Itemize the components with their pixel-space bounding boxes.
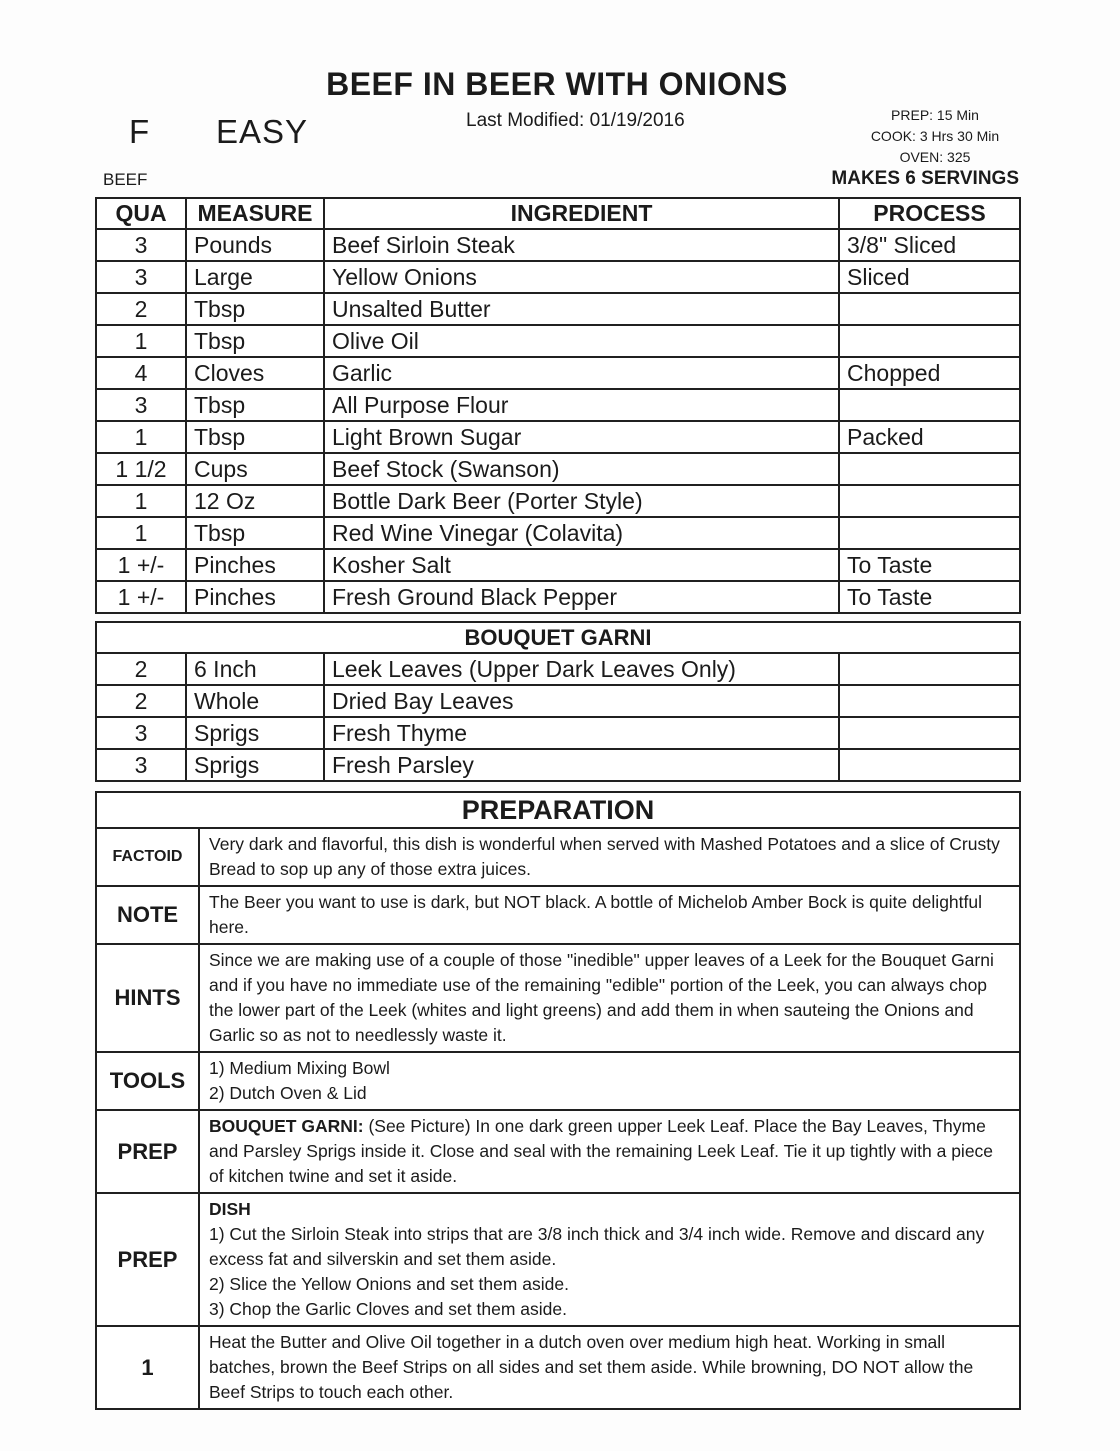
process-cell: [839, 685, 1020, 717]
hints-row: [96, 944, 1020, 1052]
table-row: [96, 357, 1020, 389]
category-label: BEEF: [103, 170, 148, 189]
note-label: NOTE: [96, 886, 199, 944]
note-text: The Beer you want to use is dark, but NOT black. A bottle of Michelob Amber Bock is quite delightful here.: [199, 886, 1020, 944]
qua-cell: 2: [96, 653, 186, 685]
ingredient-cell: Light Brown Sugar: [324, 421, 839, 453]
cook-time: COOK: 3 Hrs 30 Min: [870, 128, 1000, 144]
table-row: [96, 749, 1020, 781]
table-row: [96, 421, 1020, 453]
qua-cell: 1 +/-: [96, 581, 186, 613]
measure-cell: Tbsp: [186, 325, 324, 357]
step-text: Heat the Butter and Olive Oil together in a dutch oven over medium high heat. Working in small batches, brown the Beef Strips on all sides and set them aside. While browning, DO NOT allow the Beef Strips to touch each other.: [199, 1326, 1020, 1409]
measure-cell: 6 Inch: [186, 653, 324, 685]
ingredient-cell: Beef Sirloin Steak: [324, 229, 839, 261]
process-cell: Sliced: [839, 261, 1020, 293]
measure-cell: Pinches: [186, 549, 324, 581]
bouquet-garni-table: [95, 621, 1021, 782]
ingredient-cell: Fresh Thyme: [324, 717, 839, 749]
tools-item: 1) Medium Mixing Bowl: [209, 1058, 390, 1078]
factoid-label: FACTOID: [96, 828, 199, 886]
process-cell: [839, 389, 1020, 421]
page-title: BEEF IN BEER WITH ONIONS: [326, 66, 788, 102]
column-header-ingredient: INGREDIENT: [324, 198, 839, 229]
table-row: [96, 389, 1020, 421]
process-cell: Chopped: [839, 357, 1020, 389]
ingredient-cell: Fresh Parsley: [324, 749, 839, 781]
qua-cell: 1: [96, 517, 186, 549]
measure-cell: Cloves: [186, 357, 324, 389]
process-cell: Packed: [839, 421, 1020, 453]
measure-cell: Cups: [186, 453, 324, 485]
ingredient-cell: All Purpose Flour: [324, 389, 839, 421]
measure-cell: Sprigs: [186, 749, 324, 781]
measure-cell: Tbsp: [186, 421, 324, 453]
prep-label: PREP: [96, 1110, 199, 1193]
table-row: [96, 685, 1020, 717]
qua-cell: 3: [96, 749, 186, 781]
oven-temp: OVEN: 325: [899, 149, 971, 165]
prep-time: PREP: 15 Min: [891, 107, 979, 123]
servings-label: MAKES 6 SERVINGS: [831, 168, 1019, 189]
step-number: 1: [96, 1326, 199, 1409]
process-cell: [839, 485, 1020, 517]
table-row: [96, 485, 1020, 517]
table-row: [96, 293, 1020, 325]
process-cell: To Taste: [839, 549, 1020, 581]
preparation-title: PREPARATION: [96, 792, 1020, 828]
qua-cell: 1 +/-: [96, 549, 186, 581]
column-header-qua: QUA: [96, 198, 186, 229]
measure-cell: Tbsp: [186, 293, 324, 325]
step-row: [96, 1326, 1020, 1409]
tools-text: [199, 1052, 1020, 1110]
tools-item: 2) Dutch Oven & Lid: [209, 1083, 367, 1103]
measure-cell: Large: [186, 261, 324, 293]
qua-cell: 2: [96, 293, 186, 325]
last-modified-date: Last Modified: 01/19/2016: [466, 110, 685, 131]
qua-cell: 1: [96, 421, 186, 453]
ingredient-cell: Kosher Salt: [324, 549, 839, 581]
qua-cell: 3: [96, 261, 186, 293]
ingredient-cell: Bottle Dark Beer (Porter Style): [324, 485, 839, 517]
table-row: [96, 261, 1020, 293]
prep-dish-step: 2) Slice the Yellow Onions and set them aside.: [209, 1274, 569, 1294]
tools-row: [96, 1052, 1020, 1110]
prep-dish-row: [96, 1193, 1020, 1326]
process-cell: [839, 293, 1020, 325]
qua-cell: 2: [96, 685, 186, 717]
process-cell: 3/8" Sliced: [839, 229, 1020, 261]
process-cell: [839, 717, 1020, 749]
hints-text: Since we are making use of a couple of those "inedible" upper leaves of a Leek for the Bouquet Garni and if you have no immediate use of the remaining "edible" portion of the Leek, you can always chop the lower part of the Leek (whites and light greens) and add them in when sauteing the Onions and Garlic so as not to needlessly waste it.: [199, 944, 1020, 1052]
factoid-text: Very dark and flavorful, this dish is wonderful when served with Mashed Potatoes and a slice of Crusty Bread to sop up any of those extra juices.: [199, 828, 1020, 886]
qua-cell: 3: [96, 717, 186, 749]
table-row: [96, 549, 1020, 581]
hints-label: HINTS: [96, 944, 199, 1052]
ingredient-cell: Fresh Ground Black Pepper: [324, 581, 839, 613]
qua-cell: 3: [96, 229, 186, 261]
prep-dish-text: [199, 1193, 1020, 1326]
prep-garni-heading: BOUQUET GARNI:: [209, 1116, 364, 1136]
table-row: [96, 453, 1020, 485]
table-row: [96, 325, 1020, 357]
bouquet-garni-title: BOUQUET GARNI: [96, 622, 1020, 653]
prep-dish-heading: DISH: [209, 1199, 251, 1219]
prep-dish-step: 1) Cut the Sirloin Steak into strips that are 3/8 inch thick and 3/4 inch wide. Remove and discard any excess fat and silverskin and set them aside.: [209, 1224, 985, 1269]
ingredient-cell: Leek Leaves (Upper Dark Leaves Only): [324, 653, 839, 685]
qua-cell: 4: [96, 357, 186, 389]
process-cell: [839, 325, 1020, 357]
note-row: [96, 886, 1020, 944]
qua-cell: 1: [96, 485, 186, 517]
preparation-table: [95, 791, 1021, 1410]
tools-label: TOOLS: [96, 1052, 199, 1110]
prep-garni-row: [96, 1110, 1020, 1193]
ingredient-cell: Dried Bay Leaves: [324, 685, 839, 717]
ingredient-cell: Unsalted Butter: [324, 293, 839, 325]
table-row: [96, 717, 1020, 749]
ingredient-cell: Yellow Onions: [324, 261, 839, 293]
process-cell: To Taste: [839, 581, 1020, 613]
table-row: [96, 581, 1020, 613]
measure-cell: Tbsp: [186, 517, 324, 549]
ingredients-table: [95, 197, 1021, 614]
table-row: [96, 229, 1020, 261]
ingredients-header-row: [96, 198, 1020, 229]
bouquet-garni-header-row: [96, 622, 1020, 653]
measure-cell: Whole: [186, 685, 324, 717]
factoid-row: [96, 828, 1020, 886]
qua-cell: 1: [96, 325, 186, 357]
time-summary: [845, 105, 1025, 168]
ingredient-cell: Olive Oil: [324, 325, 839, 357]
process-cell: [839, 653, 1020, 685]
prep-label: PREP: [96, 1193, 199, 1326]
ingredient-cell: Beef Stock (Swanson): [324, 453, 839, 485]
qua-cell: 1 1/2: [96, 453, 186, 485]
column-header-process: PROCESS: [839, 198, 1020, 229]
table-row: [96, 517, 1020, 549]
process-cell: [839, 517, 1020, 549]
prep-garni-text: [199, 1110, 1020, 1193]
process-cell: [839, 749, 1020, 781]
grade-letter: F: [129, 113, 150, 150]
prep-dish-step: 3) Chop the Garlic Cloves and set them aside.: [209, 1299, 567, 1319]
measure-cell: Pinches: [186, 581, 324, 613]
ingredient-cell: Garlic: [324, 357, 839, 389]
measure-cell: 12 Oz: [186, 485, 324, 517]
qua-cell: 3: [96, 389, 186, 421]
column-header-measure: MEASURE: [186, 198, 324, 229]
measure-cell: Pounds: [186, 229, 324, 261]
measure-cell: Sprigs: [186, 717, 324, 749]
prep-garni-body: (See Picture) In one dark green upper Leek Leaf. Place the Bay Leaves, Thyme and Parsley Sprigs inside it. Close and seal with the remaining Leek Leaf. Tie it up tightly with a piece of kitchen twine and set it aside.: [209, 1116, 994, 1186]
difficulty-label: EASY: [216, 113, 309, 150]
ingredient-cell: Red Wine Vinegar (Colavita): [324, 517, 839, 549]
preparation-header-row: [96, 792, 1020, 828]
process-cell: [839, 453, 1020, 485]
table-row: [96, 653, 1020, 685]
measure-cell: Tbsp: [186, 389, 324, 421]
